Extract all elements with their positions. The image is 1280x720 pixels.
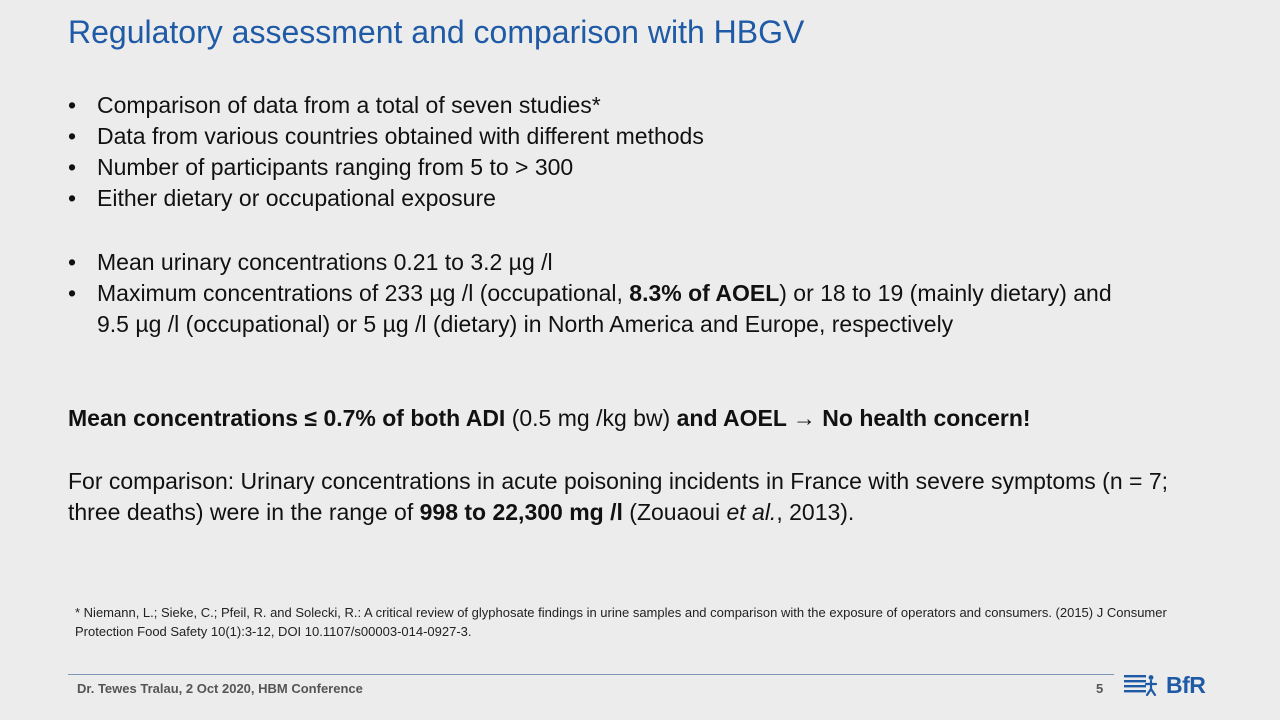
footnote-reference: * Niemann, L.; Sieke, C.; Pfeil, R. and Solecki, R.: A critical review of glyphosate findings in urine samples and comparison with the exposure of operators and consumers. (2015) J Consumer Protection Food Safety 10(1):3-12, DOI 10.1107/s00003-014-0927-3. [75, 605, 1167, 639]
page-number: 5 [1096, 681, 1104, 696]
bullet-icon: • [68, 154, 77, 180]
list-item [68, 90, 1208, 121]
bullet-icon: • [68, 249, 77, 275]
citation-text: (Zouaoui [622, 499, 727, 525]
list-item [68, 121, 1208, 152]
bfr-logo-icon [1124, 673, 1162, 697]
footer-presenter: Dr. Tewes Tralau, 2 Oct 2020, HBM Conference [77, 681, 363, 696]
bullet-text: Number of participants ranging from 5 to > 300 [97, 154, 574, 180]
bfr-logo [1124, 671, 1228, 699]
list-item [68, 152, 1208, 183]
citation-year: , 2013). [776, 499, 855, 525]
bullet-text: Either dietary or occupational exposure [97, 185, 496, 211]
aoel-percentage: 8.3% of AOEL [629, 280, 780, 306]
comparison-paragraph [68, 466, 1218, 528]
bullet-text-part: Maximum concentrations of 233 µg /l (occupational, [97, 280, 630, 306]
list-item [68, 247, 1128, 278]
list-item [68, 183, 1208, 214]
slide-title: Regulatory assessment and comparison with HBGV [68, 14, 805, 50]
bullet-icon: • [68, 185, 77, 211]
bullet-list-concentrations [68, 247, 1128, 340]
conclusion-bold-start: Mean concentrations ≤ 0.7% of both ADI [68, 405, 506, 431]
bullet-text: Comparison of data from a total of seven studies* [97, 92, 601, 118]
conclusion-adi-value: (0.5 mg /kg bw) [505, 405, 677, 431]
footer-divider [68, 674, 1114, 675]
bullet-icon: • [68, 92, 77, 118]
logo-text: BfR [1166, 671, 1206, 698]
bullet-icon: • [68, 280, 77, 306]
citation-et-al: et al. [726, 499, 777, 525]
bullet-list-studies [68, 90, 1208, 214]
bullet-icon: • [68, 123, 77, 149]
bullet-text: Mean urinary concentrations 0.21 to 3.2 µg /l [97, 249, 553, 275]
comparison-text: For comparison: Urinary concentrations in acute poisoning incidents in France with severe symptoms (n = 7; three deaths) were in the range of [68, 468, 1169, 525]
conclusion-statement [68, 403, 1218, 434]
bullet-text: Data from various countries obtained with different methods [97, 123, 704, 149]
bullet-text-part: ) or 18 to 19 (mainly dietary) and 9.5 µg /l (occupational) or 5 µg /l (dietary) in North America and Europe, respectively [97, 280, 1112, 337]
list-item [68, 278, 1128, 340]
conclusion-bold-end: and AOEL → No health concern! [676, 405, 1031, 431]
poisoning-range: 998 to 22,300 mg /l [419, 499, 623, 525]
